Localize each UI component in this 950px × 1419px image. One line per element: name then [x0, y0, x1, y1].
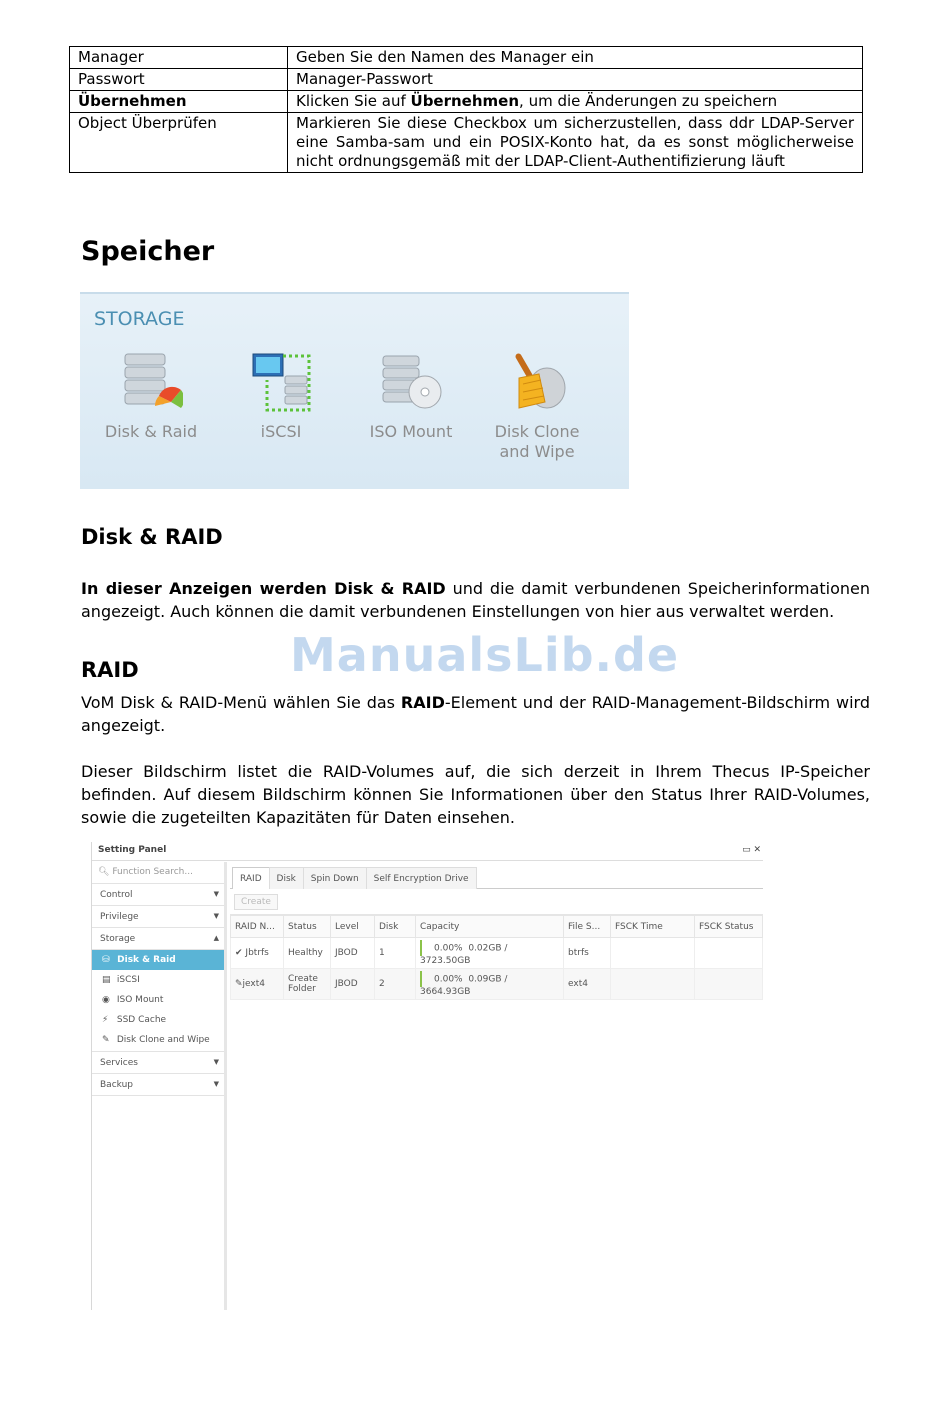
status-cell: Healthy [284, 938, 331, 969]
main-area [230, 862, 763, 1310]
chevron-down-icon: ▼ [213, 890, 219, 898]
level-cell: JBOD [331, 969, 375, 1000]
capacity-bar [420, 940, 422, 956]
storage-item-label: ISO Mount [369, 422, 453, 441]
sidebar-item-label: SSD Cache [116, 1015, 167, 1025]
sidebar-item-label: Disk Clone and Wipe [116, 1035, 210, 1045]
table-label-bold: Übernehmen [78, 92, 187, 110]
paragraph-bold: In dieser Anzeigen werden Disk & RAID [81, 579, 446, 598]
chevron-down-icon: ▼ [213, 912, 219, 920]
section-label: Storage [100, 934, 136, 944]
fsck-time-cell [611, 938, 695, 969]
panel-title: Setting Panel [98, 845, 167, 855]
column-header[interactable]: Status [284, 916, 331, 938]
storage-item-disk-clone-wipe[interactable] [482, 350, 592, 462]
raid-name: jext4 [242, 979, 266, 989]
paragraph-raid-list: Dieser Bildschirm listet die RAID-Volumes auf, die sich derzeit in Ihrem Thecus IP-Speicher befinden. Auf diesem Bildschirm können Sie Informationen über den Status Ihrer RAID-Volumes, sowie die zugeteilten Kapazitäten für Daten einsehen. [81, 762, 870, 827]
table-desc: Manager-Passwort [288, 69, 863, 91]
table-label [70, 91, 288, 113]
capacity-percent: 0.00% [434, 943, 463, 954]
search-placeholder: Function Search... [112, 867, 193, 877]
capacity-value: 0.09GB / 3664.93GB [420, 974, 508, 997]
storage-item-label: Disk Clone and Wipe [494, 422, 580, 461]
fs-cell: ext4 [564, 969, 611, 1000]
sidebar-item-disk-raid[interactable] [92, 950, 224, 970]
storage-item-iscsi[interactable] [226, 350, 336, 442]
edit-icon: ✎ [235, 979, 243, 989]
column-header[interactable]: Level [331, 916, 375, 938]
tab-disk[interactable]: Disk [269, 867, 304, 889]
sidebar-item-label: iSCSI [116, 975, 140, 985]
table-row [70, 91, 863, 113]
section-label: Services [100, 1058, 138, 1068]
disk-clone-wipe-icon [505, 350, 569, 414]
disk-raid-icon [119, 350, 183, 414]
panel-titlebar [92, 842, 763, 861]
column-header[interactable]: Capacity [416, 916, 564, 938]
sidebar-section-storage[interactable] [92, 928, 224, 950]
watermark: ManualsLib.de [290, 628, 680, 682]
iso-icon: ◉ [102, 995, 110, 1005]
table-desc [288, 91, 863, 113]
column-header[interactable]: FSCK Status [695, 916, 763, 938]
table-row [70, 47, 863, 69]
storage-item-disk-raid[interactable] [96, 350, 206, 442]
column-header[interactable]: File S... [564, 916, 611, 938]
heading-speicher: Speicher [81, 236, 215, 267]
capacity-cell [416, 969, 564, 1000]
broom-icon: ✎ [102, 1035, 110, 1045]
column-header[interactable]: FSCK Time [611, 916, 695, 938]
tab-spin-down[interactable]: Spin Down [303, 867, 367, 889]
storage-banner [80, 292, 629, 489]
fsck-status-cell [695, 938, 763, 969]
chevron-down-icon: ▼ [213, 1058, 219, 1066]
paragraph-text: -Element und der RAID-Management-Bildschirm wird angezeigt. [81, 693, 870, 735]
table-row [70, 69, 863, 91]
disk-cell: 2 [375, 969, 416, 1000]
level-cell: JBOD [331, 938, 375, 969]
column-header[interactable]: RAID N... [231, 916, 284, 938]
sidebar-item-iscsi[interactable] [92, 970, 224, 990]
table-header [231, 916, 763, 938]
create-button[interactable]: Create [234, 894, 278, 910]
table-label: Passwort [70, 69, 288, 91]
table-label: Manager [70, 47, 288, 69]
raid-table [230, 915, 763, 1000]
iscsi-icon: ▤ [102, 975, 111, 985]
table-row[interactable] [231, 969, 763, 1000]
sidebar-item-label: ISO Mount [116, 995, 164, 1005]
tab-self-encryption-drive[interactable]: Self Encryption Drive [366, 867, 477, 889]
chevron-down-icon: ▼ [213, 1080, 219, 1088]
storage-item-label: Disk & Raid [104, 422, 198, 441]
sidebar-item-label: Disk & Raid [117, 955, 176, 965]
function-search-input[interactable] [92, 862, 224, 884]
sidebar-section-control[interactable] [92, 884, 224, 906]
raid-name: Jbtrfs [245, 948, 269, 958]
table-label: Object Überprüfen [70, 113, 288, 173]
section-label: Privilege [100, 912, 139, 922]
section-label: Backup [100, 1080, 133, 1090]
sidebar-section-backup[interactable] [92, 1074, 224, 1096]
sidebar-item-disk-clone-wipe[interactable] [92, 1030, 224, 1052]
desc-pre: Klicken Sie auf [296, 92, 411, 110]
storage-title: STORAGE [94, 308, 185, 330]
sidebar-section-privilege[interactable] [92, 906, 224, 928]
toolbar [230, 889, 763, 915]
tab-raid[interactable]: RAID [232, 867, 270, 889]
sidebar-section-services[interactable] [92, 1052, 224, 1074]
table-row[interactable] [231, 938, 763, 969]
raid-name-cell [231, 938, 284, 969]
search-icon: 🔍︎ [98, 867, 110, 877]
storage-item-label: iSCSI [260, 422, 302, 441]
disk-icon: ⛁ [102, 955, 110, 965]
table-desc: Geben Sie den Namen des Manager ein [288, 47, 863, 69]
status-cell: Create Folder [284, 969, 331, 1000]
capacity-percent: 0.00% [434, 974, 463, 985]
storage-item-iso-mount[interactable] [356, 350, 466, 442]
capacity-cell [416, 938, 564, 969]
fsck-time-cell [611, 969, 695, 1000]
paragraph-text: und die damit verbundenen Speicherinformationen angezeigt. Auch können die damit verbundenen Einstellungen von hier aus verwaltet werden. [81, 579, 870, 621]
disk-cell: 1 [375, 938, 416, 969]
raid-name-cell [231, 969, 284, 1000]
window-controls-icon[interactable]: ▭ ✕ [742, 845, 761, 855]
fs-cell: btrfs [564, 938, 611, 969]
table-desc: Markieren Sie diese Checkbox um sicherzustellen, dass ddr LDAP-Server eine Samba-sam und ein POSIX-Konto hat, da es sonst möglicherweise nicht ordnungsgemäß mit der LDAP-Client-Authentifizierung läuft [288, 113, 863, 173]
heading-raid: RAID [81, 658, 139, 682]
paragraph-raid-menu [81, 691, 870, 737]
chevron-up-icon: ▲ [213, 934, 219, 942]
desc-bold: Übernehmen [410, 92, 520, 110]
fsck-status-cell [695, 969, 763, 1000]
tab-bar [230, 862, 763, 889]
iso-mount-icon [379, 350, 443, 414]
heading-disk-raid: Disk & RAID [81, 525, 223, 549]
table-row [70, 113, 863, 173]
section-label: Control [100, 890, 133, 900]
sidebar-item-ssd-cache[interactable] [92, 1010, 224, 1030]
iscsi-icon [249, 350, 313, 414]
paragraph-bold: RAID [400, 693, 445, 712]
sidebar [92, 862, 227, 1310]
desc-post: , um die Änderungen zu speichern [519, 92, 778, 110]
sidebar-item-iso-mount[interactable] [92, 990, 224, 1010]
parameter-table [69, 46, 863, 173]
column-header[interactable]: Disk [375, 916, 416, 938]
paragraph-text: VoM Disk & RAID-Menü wählen Sie das [81, 693, 401, 712]
lightning-icon: ⚡ [102, 1015, 109, 1025]
setting-panel [91, 842, 763, 1310]
capacity-bar [420, 971, 422, 987]
paragraph-intro [81, 577, 870, 623]
capacity-value: 0.02GB / 3723.50GB [420, 943, 508, 966]
check-icon: ✔ [235, 948, 243, 958]
